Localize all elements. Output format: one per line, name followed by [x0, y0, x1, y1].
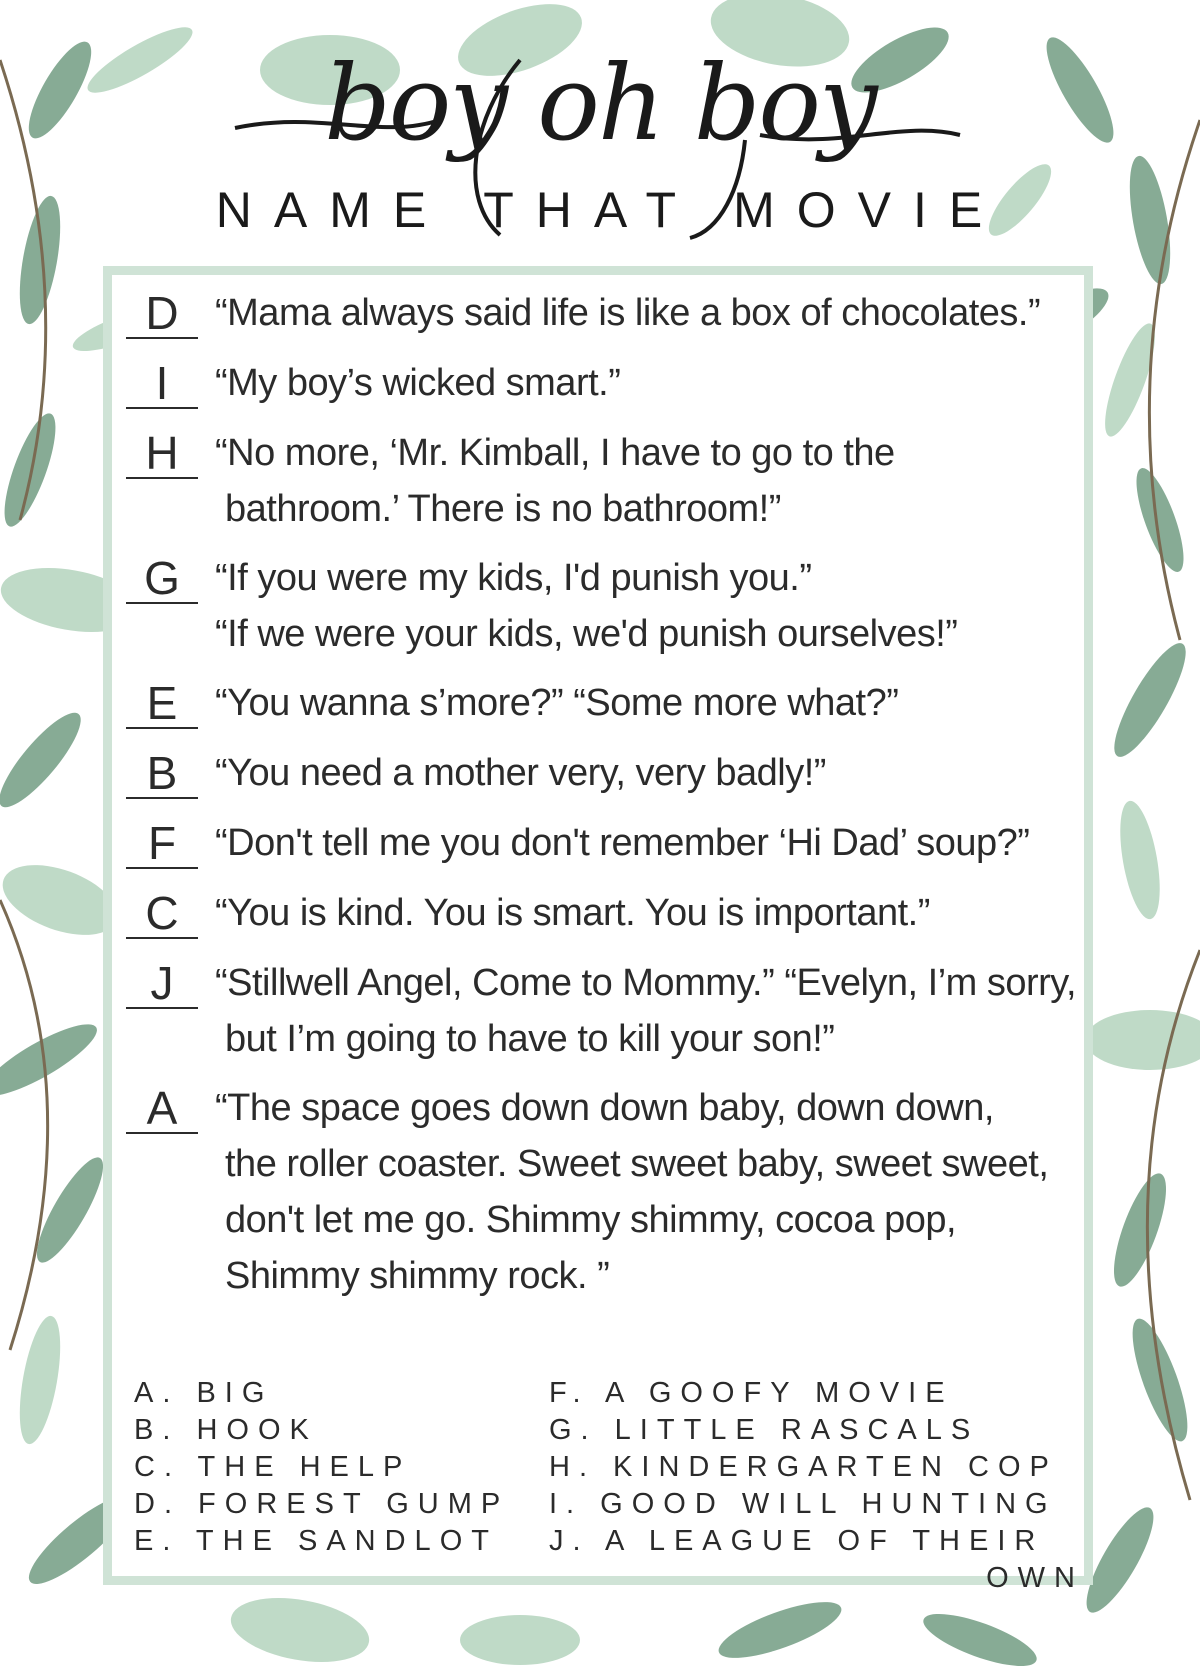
answer-blank[interactable]: I: [126, 355, 198, 409]
quote-line: bathroom.’ There is no bathroom!”: [225, 488, 781, 530]
quote-line: “If you were my kids, I'd punish you.”: [215, 557, 812, 599]
answer-blank[interactable]: E: [126, 675, 198, 729]
movie-quote: [215, 885, 1095, 941]
leaf: [1085, 1010, 1200, 1070]
answer-blank[interactable]: G: [126, 550, 198, 604]
answer-blank[interactable]: F: [126, 815, 198, 869]
quiz-card: [103, 266, 1093, 1594]
leaf: [12, 1313, 68, 1447]
quote-line: don't let me go. Shimmy shimmy, cocoa pop,: [225, 1199, 957, 1241]
answer-blank[interactable]: B: [126, 745, 198, 799]
leaf: [226, 1588, 374, 1671]
answer-blank[interactable]: H: [126, 425, 198, 479]
movie-quote: [215, 550, 1095, 662]
choices-right-column: [549, 1375, 1084, 1597]
script-title: boy oh boy: [324, 42, 876, 164]
movie-quote: [215, 955, 1095, 1067]
movie-quote: [215, 285, 1095, 341]
leaf: [0, 1013, 105, 1107]
quote-line: “The space goes down down baby, down down,: [215, 1087, 994, 1129]
movie-quote: [215, 425, 1095, 537]
quote-line: “Don't tell me you don't remember ‘Hi Dad’ soup?”: [215, 822, 1030, 864]
movie-choice: H. KINDERGARTEN COP: [549, 1451, 1058, 1483]
movie-choice: G. LITTLE RASCALS: [549, 1414, 980, 1446]
quote-line: “You is kind. You is smart. You is important.”: [215, 892, 930, 934]
leaf: [1113, 798, 1167, 922]
quote-line: “No more, ‘Mr. Kimball, I have to go to the: [215, 432, 895, 474]
leaf: [713, 1591, 847, 1669]
quote-line: but I’m going to have to kill your son!”: [225, 1018, 835, 1060]
leaf: [26, 1150, 114, 1270]
quote-line: Shimmy shimmy rock. ”: [225, 1255, 610, 1297]
movie-choice: F. A GOOFY MOVIE: [549, 1377, 954, 1409]
movie-quote: [215, 675, 1095, 731]
leaf: [0, 703, 92, 817]
movie-quote: [215, 1080, 1095, 1304]
answer-blank[interactable]: A: [126, 1080, 198, 1134]
leaf: [1104, 1168, 1177, 1292]
leaf: [460, 1615, 580, 1665]
quote-line: “My boy’s wicked smart.”: [215, 362, 621, 404]
quote-line: “You wanna s’more?” “Some more what?”: [215, 682, 899, 724]
quote-line: the roller coaster. Sweet sweet baby, sweet sweet,: [225, 1143, 1049, 1185]
leaf: [1127, 463, 1193, 577]
leaf: [1103, 635, 1197, 765]
quote-line: “You need a mother very, very badly!”: [215, 752, 826, 794]
choices-left-column: [134, 1375, 509, 1560]
answer-blank[interactable]: D: [126, 285, 198, 339]
quote-line: “If we were your kids, we'd punish ourselves!”: [215, 613, 958, 655]
answer-blank[interactable]: J: [126, 955, 198, 1009]
movie-choice: OWN: [986, 1562, 1084, 1594]
answer-blank[interactable]: C: [126, 885, 198, 939]
leaf-stem: [0, 900, 48, 1350]
movie-choice: I. GOOD WILL HUNTING: [549, 1488, 1057, 1520]
movie-choice: B. HOOK: [134, 1414, 318, 1446]
movie-choice: A. BIG: [134, 1377, 274, 1409]
movie-quote: [215, 355, 1095, 411]
game-title: NAME THAT MOVIE: [215, 182, 1005, 238]
movie-choice: E. THE SANDLOT: [134, 1525, 498, 1557]
movie-choice: D. FOREST GUMP: [134, 1488, 510, 1520]
movie-quote: [215, 815, 1095, 871]
movie-choice: J. A LEAGUE OF THEIR: [549, 1525, 1045, 1557]
quote-line: “Stillwell Angel, Come to Mommy.” “Evelyn, I’m sorry,: [215, 962, 1077, 1004]
quote-line: “Mama always said life is like a box of chocolates.”: [215, 292, 1041, 334]
leaf: [918, 1604, 1042, 1677]
movie-quote: [215, 745, 1095, 801]
movie-choice: C. THE HELP: [134, 1451, 412, 1483]
